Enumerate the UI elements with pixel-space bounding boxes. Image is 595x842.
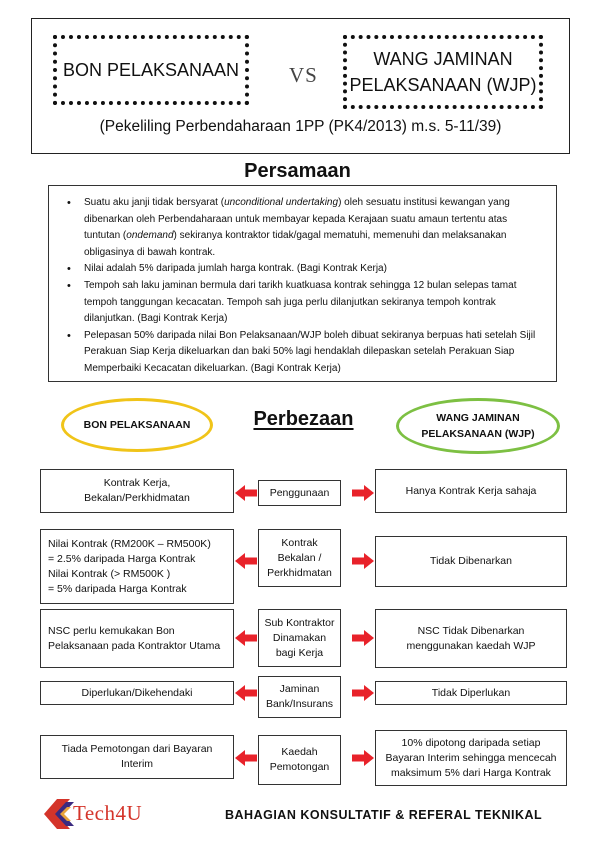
item-text: Suatu aku janji tidak bersyarat ( bbox=[84, 197, 225, 208]
bon-cell bbox=[40, 529, 234, 604]
wjp-cell bbox=[375, 730, 567, 786]
differences-title: Perbezaan bbox=[253, 408, 354, 430]
bon-cell bbox=[40, 609, 234, 668]
bon-cell bbox=[40, 469, 234, 513]
bon-cell bbox=[40, 681, 234, 705]
wjp-title-line1: WANG JAMINAN bbox=[373, 48, 513, 69]
bon-cell-line: Pelaksanaan pada Kontraktor Utama bbox=[48, 639, 221, 652]
right-arrow-icon bbox=[352, 553, 374, 569]
bon-pelaksanaan-oval-label: BON PELAKSANAAN bbox=[83, 419, 191, 431]
bon-cell-line: Kontrak Kerja, bbox=[103, 477, 171, 489]
bon-cell-line: Diperlukan/Dikehendaki bbox=[81, 686, 193, 699]
criteria-cell bbox=[258, 676, 341, 718]
wjp-cell-line: maksimum 5% dari Harga Kontrak bbox=[391, 766, 551, 779]
wjp-title-line2: PELAKSANAAN (WJP) bbox=[349, 75, 537, 95]
right-arrow-icon bbox=[352, 685, 374, 701]
department-name: BAHAGIAN KONSULTATIF & REFERAL TEKNIKAL bbox=[225, 808, 543, 822]
left-arrow-icon bbox=[235, 485, 257, 501]
criteria-cell bbox=[258, 480, 341, 506]
wjp-cell-line: Hanya Kontrak Kerja sahaja bbox=[405, 484, 537, 497]
left-arrow-icon bbox=[235, 630, 257, 646]
criteria-cell-line: bagi Kerja bbox=[275, 646, 324, 659]
criteria-cell-line: Jaminan bbox=[279, 683, 320, 695]
criteria-cell bbox=[258, 529, 341, 587]
item-emphasis: unconditional undertaking bbox=[224, 197, 339, 208]
circular-reference: (Pekeliling Perbendaharaan 1PP (PK4/2013) m.s. 5-11/39) bbox=[99, 118, 502, 135]
criteria-cell-line: Penggunaan bbox=[269, 486, 330, 499]
list-item: • Nilai adalah 5% daripada jumlah harga kontrak. (Bagi Kontrak Kerja) bbox=[65, 261, 544, 278]
wjp-cell bbox=[375, 681, 567, 705]
left-arrow-icon bbox=[235, 685, 257, 701]
left-arrow-icon bbox=[235, 553, 257, 569]
bon-pelaksanaan-title: BON PELAKSANAAN bbox=[62, 59, 240, 80]
criteria-cell-line: Pemotongan bbox=[269, 761, 330, 773]
tech4u-logo-text: Tech4U bbox=[73, 801, 143, 825]
criteria-cell-line: Perkhidmatan bbox=[267, 566, 332, 579]
bon-cell-line: Interim bbox=[120, 758, 154, 770]
bon-cell-line: Bekalan/Perkhidmatan bbox=[84, 492, 190, 504]
wjp-cell-line: Tidak Diperlukan bbox=[431, 686, 511, 699]
wjp-cell-line: menggunakan kaedah WJP bbox=[406, 639, 536, 652]
bon-cell-line: Nilai Kontrak (RM200K – RM500K) bbox=[48, 537, 211, 550]
criteria-cell-line: Bank/Insurans bbox=[265, 698, 334, 710]
wjp-cell bbox=[375, 609, 567, 668]
criteria-cell bbox=[258, 609, 341, 667]
wjp-oval-label-line2: PELAKSANAAN (WJP) bbox=[421, 428, 535, 440]
wjp-cell-line: Bayaran Interim sehingga mencecah bbox=[385, 751, 557, 764]
criteria-cell-line: Kaedah bbox=[281, 746, 318, 758]
right-arrow-icon bbox=[352, 630, 374, 646]
right-arrow-icon bbox=[352, 485, 374, 501]
wjp-cell-line: 10% dipotong daripada setiap bbox=[401, 736, 541, 749]
wjp-cell bbox=[375, 469, 567, 513]
wjp-oval-label-line1: WANG JAMINAN bbox=[436, 412, 520, 424]
bon-cell-line: Tiada Pemotongan dari Bayaran bbox=[61, 743, 213, 755]
criteria-cell-line: Bekalan / bbox=[277, 551, 322, 564]
criteria-cell-line: Sub Kontraktor bbox=[264, 616, 335, 629]
versus-label: VS bbox=[289, 63, 318, 87]
bon-cell-line: Nilai Kontrak (> RM500K ) bbox=[48, 567, 171, 580]
bon-cell bbox=[40, 735, 234, 779]
bon-cell-line: NSC perlu kemukakan Bon bbox=[48, 624, 175, 637]
right-arrow-icon bbox=[352, 750, 374, 766]
similarities-title: Persamaan bbox=[244, 160, 351, 182]
wjp-cell-line: Tidak Dibenarkan bbox=[430, 555, 512, 567]
bon-cell-line: = 5% daripada Harga Kontrak bbox=[48, 582, 187, 595]
list-item: • Pelepasan 50% daripada nilai Bon Pelaksanaan/WJP boleh dibuat sekiranya berpuas hati setelah Sijil Perakuan Siap Kerja dikeluarkan dan baki 50% lagi hendaklah dilepaskan setelah Perakuan Siap Memperbaiki Kecacatan dikeluarkan. (Bagi Kontrak Kerja) bbox=[65, 328, 544, 378]
item-emphasis: ondemand bbox=[126, 230, 174, 242]
wjp-cell-line: NSC Tidak Dibenarkan bbox=[417, 624, 525, 637]
wjp-cell bbox=[375, 536, 567, 587]
item-text: ) sekiranya kontraktor tidak/gagal mematuhi, memenuhi dan melaksanakan obligasinya di bawah kontrak. bbox=[84, 230, 507, 258]
item-text: ) oleh sesuatu institusi kewangan yang dibenarkan oleh Perbendaharaan untuk membayar kepada Kerajaan suatu amaun tertentu atas tuntutan ( bbox=[84, 197, 510, 242]
left-arrow-icon bbox=[235, 750, 257, 766]
bon-cell-line: = 2.5% daripada Harga Kontrak bbox=[48, 552, 196, 565]
criteria-cell-line: Dinamakan bbox=[272, 631, 327, 644]
list-item: • Tempoh sah laku jaminan bermula dari tarikh kuatkuasa kontrak sehingga 12 bulan selepas tamat tempoh tanggungan kecacatan. Tempoh sah juga perlu dilanjutkan sekiranya tempoh kontrak dilanjutkan. (Bagi Kontrak Kerja) bbox=[65, 278, 544, 328]
criteria-cell bbox=[258, 735, 341, 785]
criteria-cell-line: Kontrak bbox=[281, 536, 318, 549]
